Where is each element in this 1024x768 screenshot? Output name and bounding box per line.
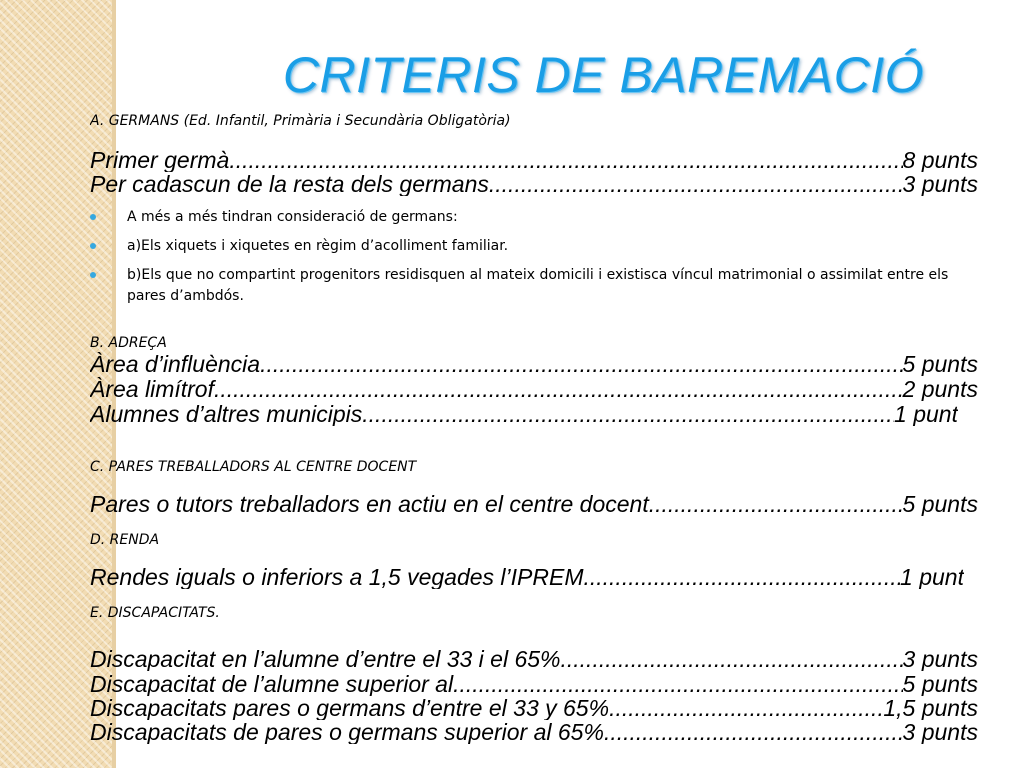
bullet-item bbox=[90, 207, 984, 228]
criterion-points: 1 punt bbox=[900, 565, 964, 589]
bullet-icon bbox=[90, 243, 96, 249]
criterion-label: Primer germà bbox=[90, 148, 230, 172]
section-a-heading: A. GERMANS (Ed. Infantil, Primària i Secundària Obligatòria) bbox=[90, 113, 511, 129]
criterion-points: 5 punts bbox=[902, 672, 978, 696]
criterion-label: Discapacitat de l’alumne superior al bbox=[90, 672, 454, 696]
criterion-row bbox=[90, 377, 978, 401]
leader-dots bbox=[260, 352, 902, 376]
leader-dots bbox=[649, 492, 903, 516]
criterion-label: Pares o tutors treballadors en actiu en el centre docent bbox=[90, 492, 649, 516]
leader-dots bbox=[489, 172, 903, 196]
bullet-text: a)Els xiquets i xiquetes en règim d’acolliment familiar. bbox=[127, 238, 509, 254]
bullet-text: A més a més tindran consideració de germans: bbox=[127, 209, 458, 225]
criterion-row bbox=[90, 696, 978, 720]
criterion-points: 1 punt bbox=[894, 402, 958, 426]
criterion-points: 8 punts bbox=[902, 148, 978, 172]
criterion-points: 2 punts bbox=[902, 377, 978, 401]
criterion-label: Discapacitats de pares o germans superior al 65% bbox=[90, 720, 604, 744]
criterion-points: 3 punts bbox=[902, 720, 978, 744]
leader-dots bbox=[453, 672, 902, 696]
criterion-label: Discapacitats pares o germans d’entre el 33 y 65% bbox=[90, 696, 610, 720]
criterion-row bbox=[90, 720, 978, 744]
criterion-points: 3 punts bbox=[902, 172, 978, 196]
bullet-icon bbox=[90, 272, 96, 278]
criterion-label: Alumnes d’altres municipis bbox=[90, 402, 363, 426]
criterion-row bbox=[90, 352, 978, 376]
section-e-heading: E. DISCAPACITATS. bbox=[90, 605, 220, 621]
criterion-row bbox=[90, 672, 978, 696]
criterion-points: 5 punts bbox=[902, 352, 978, 376]
criterion-label: Àrea limítrof bbox=[90, 377, 214, 401]
slide-title: CRITERIS DE BAREMACIÓ bbox=[282, 47, 924, 103]
leader-dots bbox=[604, 720, 903, 744]
criterion-row bbox=[90, 402, 958, 426]
bullet-icon bbox=[90, 214, 96, 220]
section-b-heading: B. ADREÇA bbox=[90, 335, 167, 351]
criterion-label: Rendes iguals o inferiors a 1,5 vegades l’IPREM bbox=[90, 565, 584, 589]
criterion-row bbox=[90, 172, 978, 196]
leader-dots bbox=[362, 402, 894, 426]
criterion-row bbox=[90, 492, 978, 516]
criterion-row bbox=[90, 565, 964, 589]
criterion-points: 1,5 punts bbox=[883, 696, 978, 720]
criterion-row bbox=[90, 647, 978, 671]
leader-dots bbox=[561, 647, 903, 671]
criterion-label: Per cadascun de la resta dels germans bbox=[90, 172, 489, 196]
leader-dots bbox=[229, 148, 902, 172]
criterion-points: 3 punts bbox=[902, 647, 978, 671]
section-c-heading: C. PARES TREBALLADORS AL CENTRE DOCENT bbox=[90, 459, 417, 475]
leader-dots bbox=[609, 696, 883, 720]
criterion-label: Àrea d’influència bbox=[90, 352, 261, 376]
criterion-points: 5 punts bbox=[902, 492, 978, 516]
bullet-text: b)Els que no compartint progenitors residisquen al mateix domicili i existisca víncul matrimonial o assimilat entre els pares d’ambdós. bbox=[127, 267, 949, 304]
criterion-label: Discapacitat en l’alumne d’entre el 33 i el 65% bbox=[90, 647, 561, 671]
leader-dots bbox=[214, 377, 903, 401]
criterion-row bbox=[90, 148, 978, 172]
bullet-item bbox=[90, 265, 984, 307]
bullet-item bbox=[90, 236, 984, 257]
section-d-heading: D. RENDA bbox=[90, 532, 160, 548]
leader-dots bbox=[583, 565, 900, 589]
